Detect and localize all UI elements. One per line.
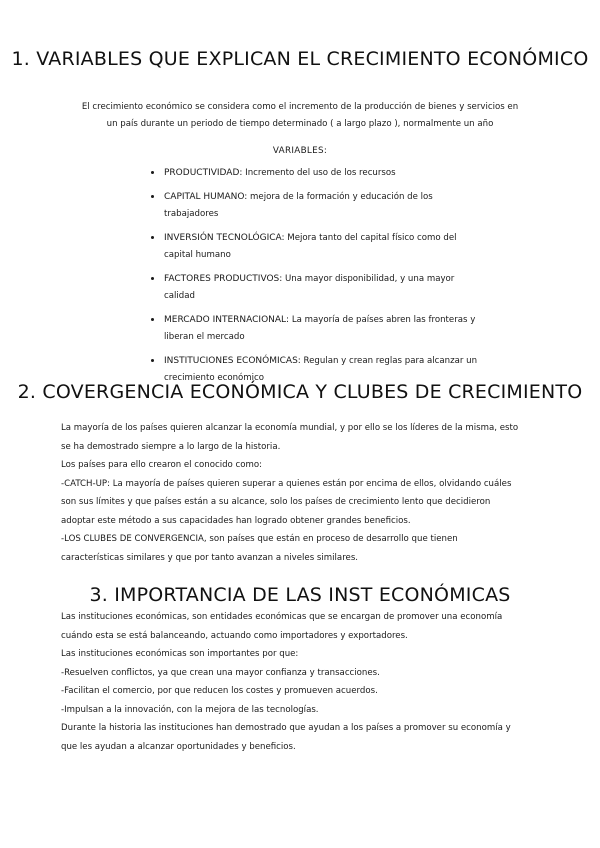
variable-term: FACTORES PRODUCTIVOS: [164,274,283,284]
variable-item-productividad [164,163,524,182]
body-line: son sus límites y que países están a su alcance, solo los países de crecimiento lento que decidieron [61,497,491,507]
body-line: La mayoría de los países quieren alcanzar la economía mundial, y por ello se los líderes de la misma, esto [61,423,519,433]
body-line: -Impulsan a la innovación, con la mejora de las tecnologías. [61,704,319,715]
body-line: Los países para ello crearon el conocido como: [61,460,263,470]
intro-line: un país durante un periodo de tiempo determinado ( a largo plazo ), normalmente un año [106,119,494,129]
body-line: Durante la historia las instituciones han demostrado que ayudan a los países a promover su economía y [61,723,511,733]
section-2-heading: 2. COVERGENCIA ECONÓMICA Y CLUBES DE CRECIMIENTO [17,381,583,403]
intro-line: El crecimiento económico se considera como el incremento de la producción de bienes y servicios en [81,102,519,112]
body-line: cuándo esta se está balanceando, actuando como importadores y exportadores. [61,630,408,641]
section-3-body [61,608,551,756]
variable-text: calidad [164,291,195,301]
variable-item-mercado-internacional [164,310,524,346]
variable-text: crecimiento económico [164,373,265,383]
body-line: Las instituciones económicas son importantes por que: [61,649,299,659]
body-line: adoptar este método a sus capacidades han logrado obtener grandes beneficios. [61,515,411,526]
variable-term: INVERSIÓN TECNOLÓGICA: [164,233,285,243]
body-line: -Resuelven conflictos, ya que crean una mayor confianza y transacciones. [61,667,380,678]
body-line: que les ayudan a alcanzar oportunidades y beneficios. [61,741,296,752]
variable-item-inversion-tecnologica [164,228,524,264]
section-3-heading: 3. IMPORTANCIA DE LAS INST ECONÓMICAS [89,584,511,606]
variable-term: MERCADO INTERNACIONAL: [164,315,290,325]
variable-text: mejora de la formación y educación de los [247,192,433,202]
variable-text: Una mayor disponibilidad, y una mayor [282,274,455,284]
variable-term: INSTITUCIONES ECONÓMICAS: [164,356,301,366]
section-1-intro [60,99,540,133]
body-line: Las instituciones económicas, son entidades económicas que se encargan de promover una economía [61,612,503,622]
body-line: -Facilitan el comercio, por que reducen los costes y promueven acuerdos. [61,686,378,696]
variables-title: VARIABLES: [272,146,328,156]
variable-term: PRODUCTIVIDAD: [164,168,243,178]
variable-text: Mejora tanto del capital físico como del [284,233,457,243]
variable-text: Regulan y crean reglas para alcanzar un [300,356,478,366]
variable-item-factores-productivos [164,269,524,305]
variable-term: CAPITAL HUMANO: [164,192,248,202]
body-line: características similares y que por tanto avanzan a niveles similares. [61,552,359,563]
body-line: -CATCH-UP: La mayoría de países quieren superar a quienes están por encima de ellos, olvidando cuáles [61,478,512,489]
variable-text: La mayoría de países abren las fronteras y [289,315,476,325]
variable-item-capital-humano [164,187,524,223]
variables-list [146,163,524,392]
variable-text: Incremento del uso de los recursos [242,168,396,178]
variable-text: liberan el mercado [164,332,245,342]
section-2-body [61,419,551,567]
body-line: -LOS CLUBES DE CONVERGENCIA, son países que están en proceso de desarrollo que tienen [61,534,458,544]
variable-text: capital humano [164,250,231,260]
variable-text: trabajadores [164,209,219,219]
section-1-heading: 1. VARIABLES QUE EXPLICAN EL CRECIMIENTO ECONÓMICO [11,48,589,70]
body-line: se ha demostrado siempre a lo largo de la historia. [61,441,281,452]
